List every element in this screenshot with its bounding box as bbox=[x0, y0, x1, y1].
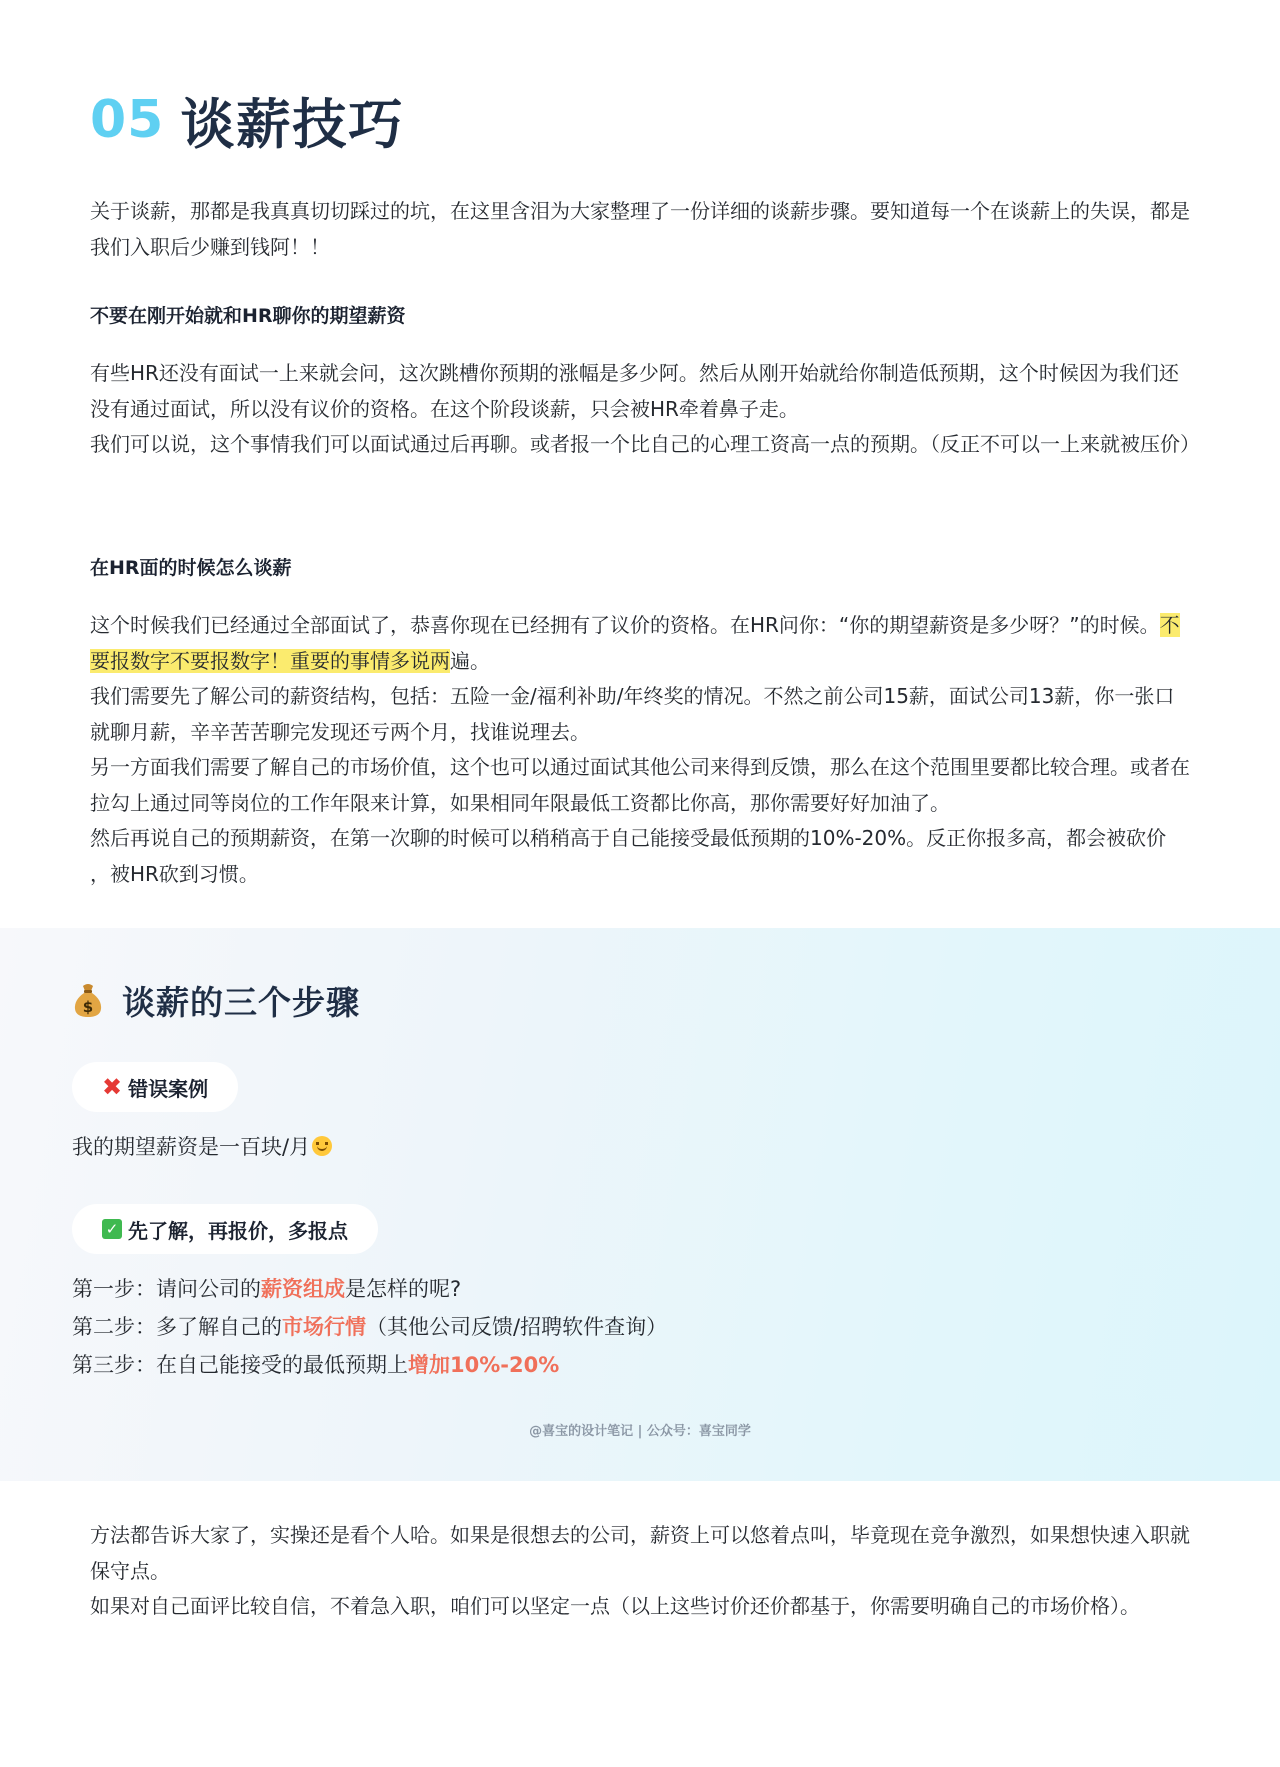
step-3 bbox=[72, 1350, 559, 1380]
section-hr-interview bbox=[90, 554, 1190, 582]
smile-emoji-icon bbox=[312, 1136, 332, 1156]
watermark-credit: @喜宝的设计笔记 | 公众号：喜宝同学 bbox=[529, 1424, 751, 1439]
text: 这个时候我们已经通过全部面试了，恭喜你现在已经拥有了议价的资格。在HR问你：“你的期望薪资是多少呀？”的时候。 bbox=[90, 613, 1160, 637]
emphasis-text: 增加10%-20% bbox=[408, 1353, 560, 1377]
text: 第二步：多了解自己的 bbox=[72, 1315, 282, 1339]
paragraph: 然后再说自己的预期薪资，在第一次聊的时候可以稍稍高于自己能接受最低预期的10%-20%。反正你报多高，都会被砍价 ，被HR砍到习惯。 bbox=[90, 826, 1167, 886]
highlighted-text: 不要报数字不要报数字！重要的事情多说两 bbox=[90, 613, 1180, 673]
panel-title bbox=[72, 972, 360, 1028]
paragraph bbox=[90, 608, 1190, 679]
wrong-case-text bbox=[72, 1132, 332, 1162]
emphasis-text: 薪资组成 bbox=[261, 1277, 345, 1301]
text: 第一步：请问公司的 bbox=[72, 1277, 261, 1301]
wrong-case-pill bbox=[72, 1062, 238, 1112]
section-number: 05 bbox=[90, 90, 165, 150]
text: 我的期望薪资是一百块/月 bbox=[72, 1135, 311, 1159]
cross-mark-icon: ✖ bbox=[102, 1073, 123, 1101]
intro-paragraph: 关于谈薪，那都是我真真切切踩过的坑，在这里含泪为大家整理了一份详细的谈薪步骤。要知道每一个在谈薪上的失误，都是我们入职后少赚到钱阿！！ bbox=[90, 199, 1190, 259]
paragraph: 如果对自己面评比较自信，不着急入职，咱们可以坚定一点（以上这些讨价还价都基于，你需要明确自己的市场价格）。 bbox=[90, 1594, 1140, 1618]
section-title: 谈薪技巧 bbox=[180, 92, 405, 156]
paragraph: 有些HR还没有面试一上来就会问，这次跳槽你预期的涨幅是多少阿。然后从刚开始就给你制造低预期，这个时候因为我们还没有通过面试，所以没有议价的资格。在这个阶段谈薪，只会被HR牵着鼻子走。 bbox=[90, 361, 1179, 421]
right-case-label: 先了解，再报价，多报点 bbox=[128, 1218, 348, 1243]
intro-block bbox=[90, 194, 1190, 265]
text: （其他公司反馈/招聘软件查询） bbox=[366, 1315, 668, 1339]
check-mark-icon: ✓ bbox=[102, 1219, 122, 1239]
text: 第三步：在自己能接受的最低预期上 bbox=[72, 1353, 408, 1377]
section-hr-interview-body bbox=[90, 608, 1190, 892]
outro-block bbox=[90, 1518, 1190, 1625]
step-2 bbox=[72, 1312, 667, 1342]
subheading-early-salary: 不要在刚开始就和HR聊你的期望薪资 bbox=[90, 305, 406, 327]
subheading-hr-interview: 在HR面的时候怎么谈薪 bbox=[90, 557, 292, 579]
paragraph: 方法都告诉大家了，实操还是看个人哈。如果是很想去的公司，薪资上可以悠着点叫，毕竟现在竞争激烈，如果想快速入职就保守点。 bbox=[90, 1523, 1190, 1583]
paragraph: 另一方面我们需要了解自己的市场价值，这个也可以通过面试其他公司来得到反馈，那么在这个范围里要都比较合理。或者在拉勾上通过同等岗位的工作年限来计算，如果相同年限最低工资都比你高，那你需要好好加油了。 bbox=[90, 755, 1190, 815]
page-title bbox=[90, 84, 404, 156]
text: 遍。 bbox=[450, 648, 490, 673]
section-early-salary bbox=[90, 302, 1190, 330]
svg-text:$: $ bbox=[82, 998, 94, 1016]
panel-title-text: 谈薪的三个步骤 bbox=[122, 982, 360, 1022]
section-early-salary-body bbox=[90, 356, 1200, 463]
right-case-pill bbox=[72, 1204, 378, 1254]
paragraph: 我们需要先了解公司的薪资结构，包括：五险一金/福利补助/年终奖的情况。不然之前公司15薪，面试公司13薪，你一张口就聊月薪，辛辛苦苦聊完发现还亏两个月，找谁说理去。 bbox=[90, 684, 1175, 744]
text: 是怎样的呢? bbox=[345, 1277, 462, 1301]
wrong-case-label: 错误案例 bbox=[128, 1076, 209, 1101]
paragraph: 我们可以说，这个事情我们可以面试通过后再聊。或者报一个比自己的心理工资高一点的预期。（反正不可以一上来就被压价） bbox=[90, 432, 1200, 456]
step-1 bbox=[72, 1274, 461, 1304]
money-bag-icon bbox=[72, 982, 104, 1018]
emphasis-text: 市场行情 bbox=[282, 1315, 366, 1339]
